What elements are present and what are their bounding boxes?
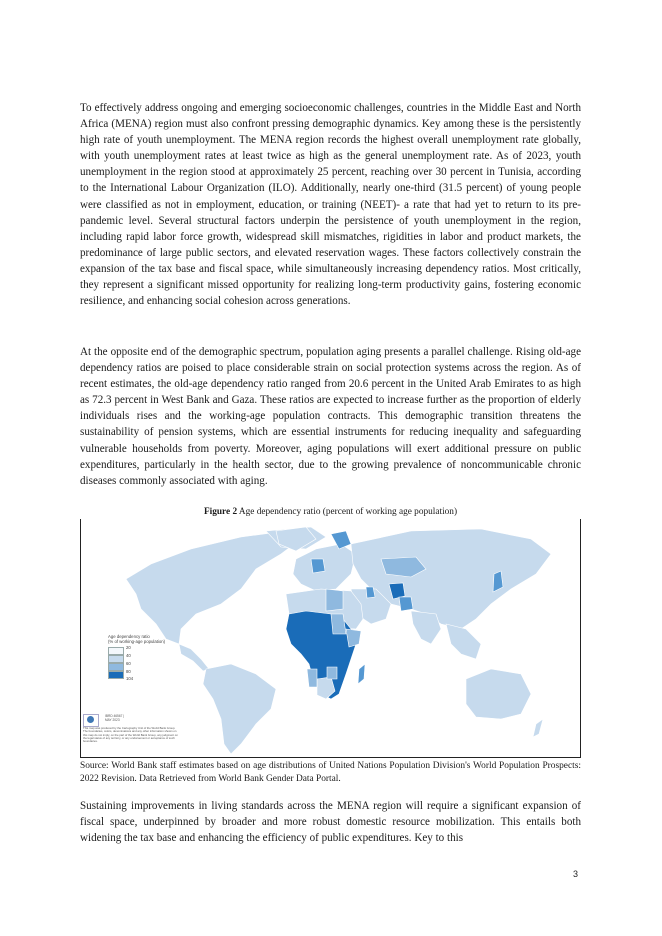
- legend-max-tick: 104: [126, 676, 134, 681]
- legend-row: 60: [108, 663, 165, 671]
- legend-row: 20: [108, 647, 165, 655]
- map-legend: [108, 634, 165, 679]
- map-disclaimer-text: This map was produced by the Cartography Unit of the World Bank Group. The boundaries, colors, denominations and any other information shown on this map do not imply, on the part of the World Bank Group, any judgment on the legal status of any territory, or any endorsement or acceptance of such boundaries.: [83, 726, 178, 744]
- figure-source: Source: World Bank staff estimates based on age distributions of United Nations Population Division's World Population Prospects: 2022 Revision. Data Retrieved from World Bank Gender Data Portal.: [80, 761, 581, 784]
- paragraph-population-aging: At the opposite end of the demographic spectrum, population aging presents a parallel challenge. Rising old-age dependency ratios are poised to place considerable strain on social protection systems across the region. As of recent estimates, the old-age dependency ratio ranged from 20.6 percent in the United Arab Emirates to as high as 72.3 percent in West Bank and Gaza. These ratios are expected to increase further as the proportion of elderly individuals rises and the working-age population contracts. This demographic transition threatens the sustainability of pension systems, which are essential instruments for reducing inequality and safeguarding vulnerable households from poverty. Moreover, aging populations will exert additional pressure on public expenditures, particularly in the health sector, due to the growing prevalence of noncommunicable chronic diseases commonly associated with aging.: [80, 346, 581, 487]
- page-number: 3: [573, 869, 579, 879]
- figure-map-frame: [80, 519, 581, 758]
- legend-row: 80: [108, 671, 165, 679]
- figure-caption: [80, 506, 581, 518]
- figure-title: Age dependency ratio (percent of working age population): [237, 507, 458, 517]
- paragraph-youth-unemployment: To effectively address ongoing and emerging socioeconomic challenges, countries in the Middle East and North Africa (MENA) region must also confront pressing demographic dynamics. Key among these is the persistently high rate of youth unemployment. The MENA region records the highest overall unemployment rate globally, with youth unemployment rates at least twice as high as the general unemployment rate. As of 2023, youth unemployment in the region stood at approximately 25 percent, reaching over 30 percent in Tunisia, according to the International Labour Organization (ILO). Additionally, nearly one-third (31.5 percent) of young people were classified as not in employment, education, or training (NEET)- a rate that had yet to return to its pre-pandemic level. Several structural factors underpin the persistence of youth unemployment in the region, including rapid labor force growth, widespread skill mismatches, rigidities in labor and product markets, the predominance of large public sectors, and elevated reservation wages. These factors collectively constrain the expansion of the tax base and fiscal space, while simultaneously increasing dependency ratios. Most critically, they represent a significant missed opportunity for realizing long-term productivity gains, fostering economic resilience, and enhancing social cohesion across generations.: [80, 102, 581, 308]
- paragraph-fiscal-space: Sustaining improvements in living standards across the MENA region will require a significant expansion of fiscal space, underpinned by broader and more robust domestic resource mobilization. This entails both widening the tax base and enhancing the efficiency of public expenditures. Key to this: [80, 800, 581, 845]
- map-disclaimer: [83, 714, 178, 743]
- world-bank-logo-icon: [83, 714, 99, 727]
- map-id: IBRD 46567 |: [105, 714, 125, 718]
- legend-title-line1: Age dependency ratio: [108, 634, 150, 639]
- legend-title-line2: (% of working-age population): [108, 639, 166, 644]
- legend-row: 40: [108, 655, 165, 663]
- figure-label: Figure 2: [203, 507, 238, 517]
- map-date: MAY 2023: [105, 718, 120, 722]
